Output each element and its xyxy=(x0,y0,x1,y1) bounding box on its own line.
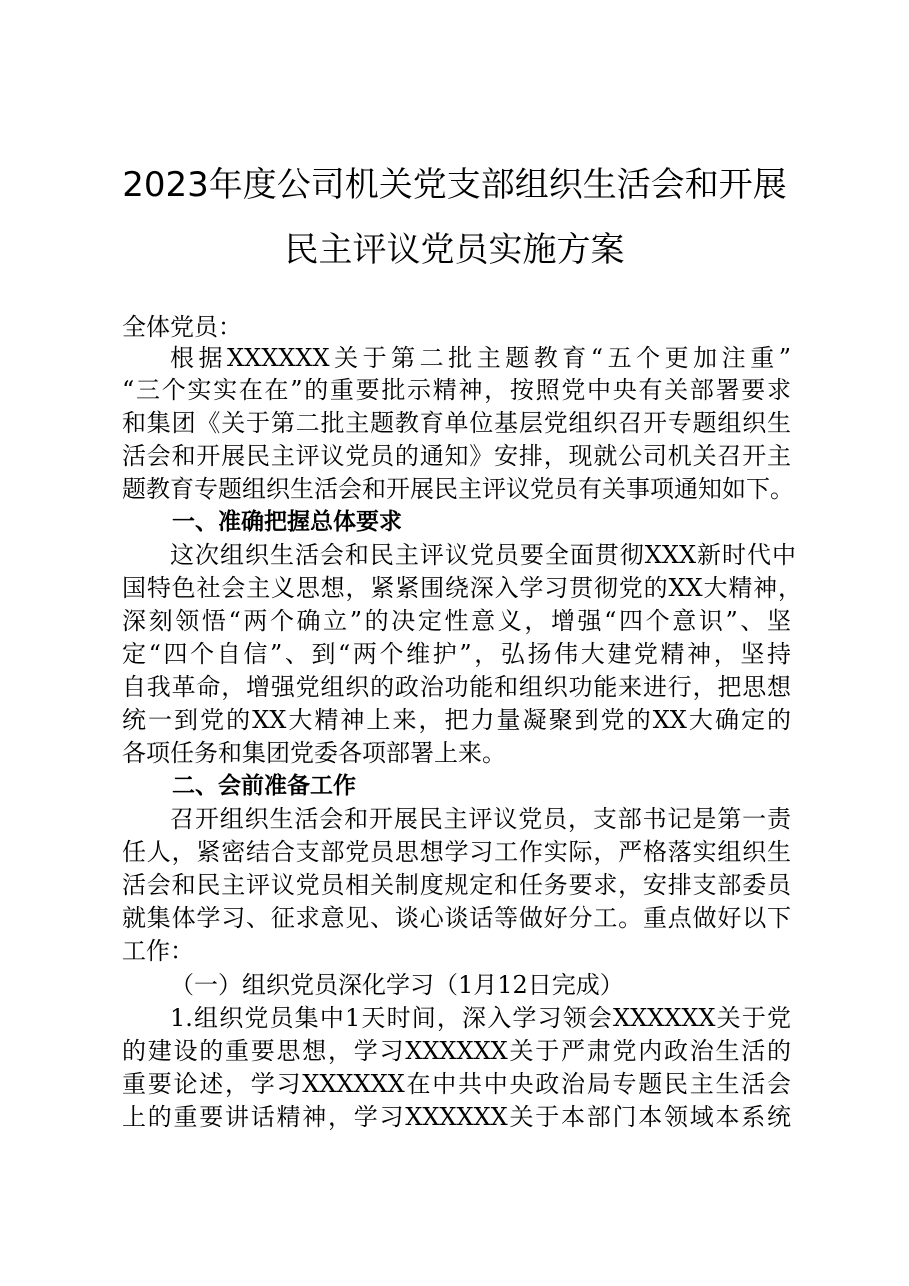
paragraph-1-line: 题教育专题组织生活会和开展民主评议党员有关事项通知如下。 xyxy=(122,475,794,503)
paragraph-2-line: 定“四个自信”、到“两个维护”，弘扬伟大建党精神，坚持 xyxy=(122,640,791,668)
paragraph-2-line: 自我革命，增强党组织的政治功能和组织功能来进行，把思想 xyxy=(122,673,791,701)
paragraph-3-line: 召开组织生活会和开展民主评议党员，支部书记是第一责 xyxy=(170,805,791,833)
paragraph-4-line: 上的重要讲话精神，学习XXXXXX关于本部门本领域本系统 xyxy=(122,1103,791,1131)
salutation: 全体党员： xyxy=(122,313,242,341)
paragraph-3-line: 活会和民主评议党员相关制度规定和任务要求，安排支部委员 xyxy=(122,871,791,899)
paragraph-4-line: 1.组织党员集中1天时间，深入学习领会XXXXXX关于党 xyxy=(170,1004,791,1032)
sub-heading-1: （一）组织党员深化学习（1月12日完成） xyxy=(170,971,624,999)
paragraph-4-line: 重要论述，学习XXXXXX在中共中央政治局专题民主生活会 xyxy=(122,1070,791,1098)
paragraph-2-line: 这次组织生活会和民主评议党员要全面贯彻XXX新时代中 xyxy=(170,541,796,569)
paragraph-2-line: 各项任务和集团党委各项部署上来。 xyxy=(122,739,506,767)
paragraph-2-line: 深刻领悟“两个确立”的决定性意义，增强“四个意识”、坚 xyxy=(122,607,791,635)
paragraph-1-line: 根据XXXXXX关于第二批主题教育“五个更加注重” xyxy=(170,344,791,372)
document-title-line-2: 民主评议党员实施方案 xyxy=(284,230,625,270)
paragraph-1-line: 和集团《关于第二批主题教育单位基层党组织召开专题组织生 xyxy=(122,409,791,437)
paragraph-3-line: 任人，紧密结合支部党员思想学习工作实际，严格落实组织生 xyxy=(122,838,791,866)
paragraph-1-line: 活会和开展民主评议党员的通知》安排，现就公司机关召开主 xyxy=(122,442,791,470)
paragraph-3-line: 就集体学习、征求意见、谈心谈话等做好分工。重点做好以下 xyxy=(122,904,791,932)
paragraph-1-line: “三个实实在在”的重要批示精神，按照党中央有关部署要求 xyxy=(122,376,791,404)
document-title-line-1: 2023年度公司机关党支部组织生活会和开展 xyxy=(122,165,787,205)
section-heading-2: 二、会前准备工作 xyxy=(172,773,356,799)
paragraph-4-line: 的建设的重要思想，学习XXXXXX关于严肃党内政治生活的 xyxy=(122,1037,791,1065)
paragraph-2-line: 统一到党的XX大精神上来，把力量凝聚到党的XX大确定的 xyxy=(122,706,791,734)
paragraph-3-line: 工作： xyxy=(122,937,194,965)
paragraph-2-line: 国特色社会主义思想，紧紧围绕深入学习贯彻党的XX大精神， xyxy=(122,574,802,602)
section-heading-1: 一、准确把握总体要求 xyxy=(172,509,402,535)
